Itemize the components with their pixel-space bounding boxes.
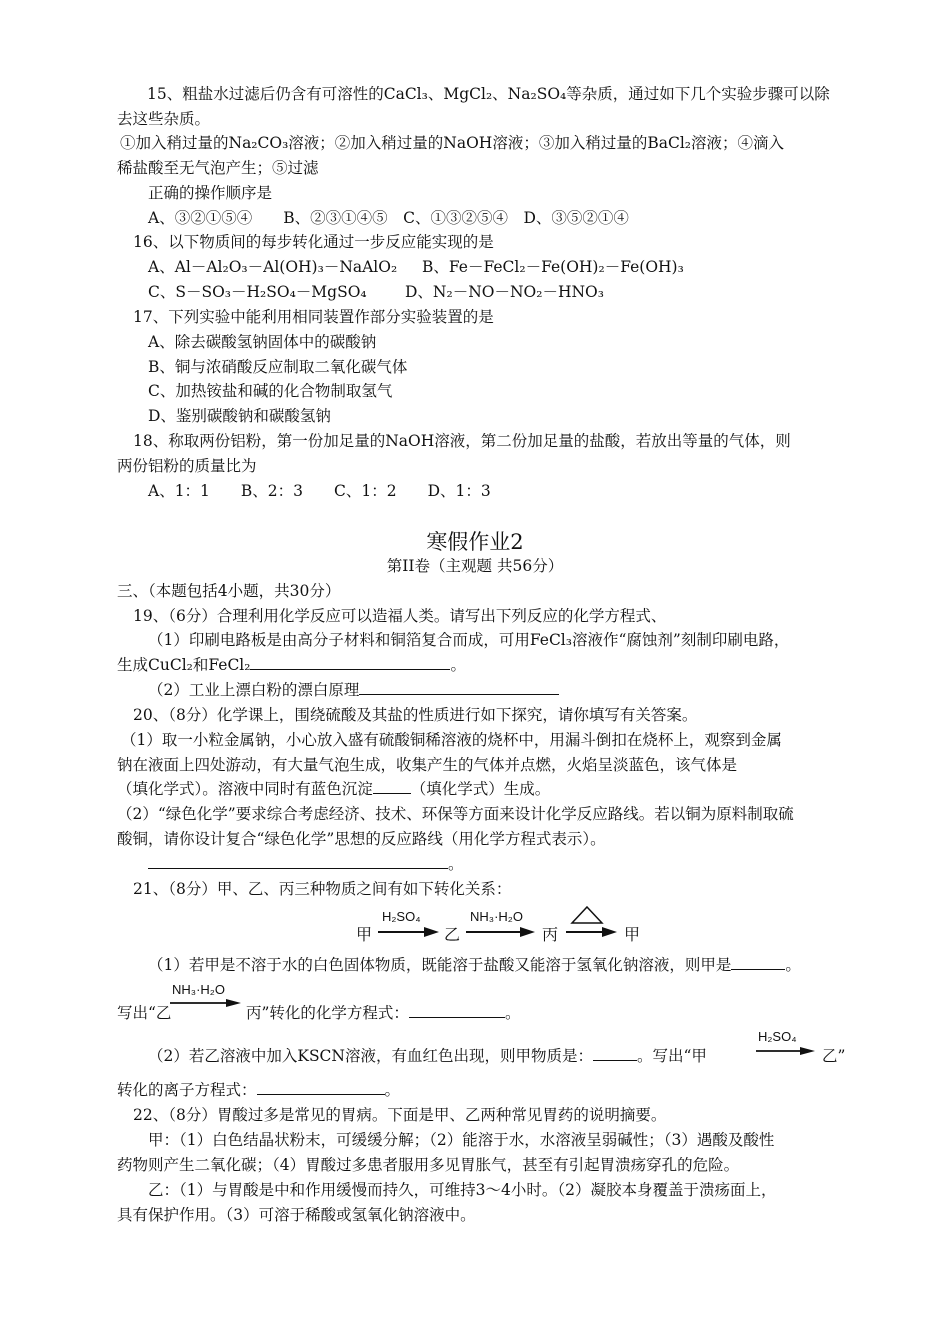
q21-stem: 21、（8分）甲、乙、丙三种物质之间有如下转化关系： <box>133 880 512 898</box>
q16-option-a: A、Al－Al₂O₃－Al(OH)₃－NaAlO₂ <box>148 258 398 276</box>
q21-answer-blank-4[interactable] <box>257 1080 385 1095</box>
scheme-arrow-3-icon <box>566 926 618 938</box>
q16-option-c: C、S－SO₃－H₂SO₄－MgSO₄ <box>148 283 367 301</box>
q18-line2: 两份铝粉的质量比为 <box>117 457 257 475</box>
q17-option-c: C、加热铵盐和碱的化合物制取氢气 <box>148 382 393 400</box>
scheme-arrow-1-icon <box>378 926 440 938</box>
q21-answer-blank-1[interactable] <box>731 955 785 970</box>
q22-jia-line1: 甲：（1）白色结晶状粉末，可缓缓分解；（2）能溶于水，水溶液呈弱碱性；（3）遇酸及酸性 <box>148 1131 775 1149</box>
q19-stem: 19、（6分）合理利用化学反应可以造福人类。请写出下列反应的化学方程式、 <box>133 607 667 625</box>
q15-options: A、③②①⑤④ B、②③①④⑤ C、①③②⑤④ D、③⑤②①④ <box>148 209 629 227</box>
q20-part2-line3 <box>148 854 464 874</box>
q21-part2-line1 <box>148 1046 707 1066</box>
q20-part1-line3 <box>117 779 550 799</box>
q17-stem: 17、下列实验中能利用相同装置作部分实验装置的是 <box>133 308 494 326</box>
q19-part1-text: 生成CuCl₂和FeCl₂ <box>117 656 251 674</box>
q21-part1-line2b <box>246 1003 520 1023</box>
q20-part1-line3-end: （填化学式）生成。 <box>410 780 551 798</box>
q15-line1: 15、粗盐水过滤后仍含有可溶性的CaCl₃、MgCl₂、Na₂SO₄等杂质，通过如下几个实验步骤可以除 <box>147 85 830 103</box>
q20-part2-end: 。 <box>448 855 464 873</box>
scheme-species-bing: 丙 <box>542 925 559 944</box>
q15-line4: 稀盐酸至无气泡产生；⑤过滤 <box>117 159 319 177</box>
q21-answer-blank-3[interactable] <box>593 1046 637 1061</box>
q19-part1-end: 。 <box>450 656 466 674</box>
q17-option-d: D、鉴别碳酸钠和碳酸氢钠 <box>148 407 331 425</box>
q16-stem: 16、以下物质间的每步转化通过一步反应能实现的是 <box>133 233 494 251</box>
q20-part1-line1: （1）取一小粒金属钠，小心放入盛有硫酸铜稀溶液的烧杯中，用漏斗倒扣在烧杯上，观察到金属 <box>121 731 782 749</box>
q21-part1-line2b-text: 丙”转化的化学方程式： <box>246 1004 409 1022</box>
q17-option-b: B、铜与浓硝酸反应制取二氧化碳气体 <box>148 358 408 376</box>
q20-stem: 20、（8分）化学课上，围绕硫酸及其盐的性质进行如下探究，请你填写有关答案。 <box>133 706 698 724</box>
q18-line1: 18、称取两份铝粉，第一份加足量的NaOH溶液，第二份加足量的盐酸，若放出等量的气体，则 <box>133 432 791 450</box>
q22-stem: 22、（8分）胃酸过多是常见的胃病。下面是甲、乙两种常见胃药的说明摘要。 <box>133 1106 667 1124</box>
q21-inline-arrow-1-icon <box>170 998 242 1008</box>
q21-inline-reagent-1: NH₃·H₂O <box>172 982 225 997</box>
q19-part2-text: （2）工业上漂白粉的漂白原理 <box>148 681 360 699</box>
q21-inline-reagent-2: H₂SO₄ <box>758 1029 797 1044</box>
q21-part1-line1 <box>148 955 801 975</box>
q21-part1-text: （1）若甲是不溶于水的白色固体物质，既能溶于盐酸又能溶于氢氧化钠溶液，则甲是 <box>148 956 732 974</box>
q20-part1-line2: 钠在液面上四处游动，有大量气泡生成，收集产生的气体并点燃，火焰呈淡蓝色，该气体是 <box>117 756 738 774</box>
q21-part1-end: 。 <box>785 956 801 974</box>
q21-part2-line1-end: 乙” <box>822 1047 846 1065</box>
scheme-reagent-2: NH₃·H₂O <box>470 909 523 924</box>
q21-part2-end: 。 <box>384 1081 401 1099</box>
q21-part1-line2-end: 。 <box>504 1004 521 1022</box>
q21-part2-line2 <box>117 1080 400 1100</box>
q19-part2 <box>148 680 559 700</box>
scheme-species-jia-start: 甲 <box>356 925 373 944</box>
q21-inline-arrow-2-icon <box>756 1046 816 1056</box>
q16-option-b: B、Fe－FeCl₂－Fe(OH)₂－Fe(OH)₃ <box>422 258 684 276</box>
scheme-heat-triangle-icon <box>570 905 604 925</box>
q21-part2-text-b: 。写出“甲 <box>636 1047 707 1065</box>
q19-answer-blank-1[interactable] <box>250 655 450 670</box>
q20-part2-line2: 酸铜，请你设计复合“绿色化学”思想的反应路线（用化学方程式表示）。 <box>117 830 606 848</box>
section-subtitle: 第II卷（主观题 共56分） <box>386 557 564 575</box>
q15-line5: 正确的操作顺序是 <box>148 184 273 202</box>
q16-option-d: D、N₂－NO－NO₂－HNO₃ <box>405 283 604 301</box>
q19-part1-line1: （1）印刷电路板是由高分子材料和铜箔复合而成，可用FeCl₃溶液作“腐蚀剂”刻制印刷电路， <box>148 631 790 649</box>
q21-part2-line2-text: 转化的离子方程式： <box>117 1081 257 1099</box>
q20-part1-line3-text: （填化学式）。溶液中同时有蓝色沉淀 <box>117 780 373 798</box>
q22-yi-line1: 乙：（1）与胃酸是中和作用缓慢而持久，可维持3～4小时。（2）凝胶本身覆盖于溃疡面上， <box>148 1181 777 1199</box>
q15-line3: ①加入稍过量的Na₂CO₃溶液；②加入稍过量的NaOH溶液；③加入稍过量的BaCl₂溶液；④滴入 <box>120 134 784 152</box>
q20-answer-blank-1[interactable] <box>373 779 411 794</box>
q20-answer-blank-2[interactable] <box>148 854 448 869</box>
q22-yi-line2: 具有保护作用。（3）可溶于稀酸或氢氧化钠溶液中。 <box>117 1206 476 1224</box>
q22-jia-line2: 药物则产生二氧化碳；（4）胃酸过多患者服用多见胃胀气，甚至有引起胃溃疡穿孔的危险。 <box>117 1156 740 1174</box>
scheme-reagent-1: H₂SO₄ <box>382 909 421 924</box>
section-heading: 三、（本题包括4小题，共30分） <box>117 582 341 600</box>
q20-part2-line1: （2）“绿色化学”要求综合考虑经济、技术、环保等方面来设计化学反应路线。若以铜为原料制取硫 <box>117 805 794 823</box>
scheme-species-yi: 乙 <box>444 925 461 944</box>
page-title: 寒假作业2 <box>426 530 524 554</box>
q17-option-a: A、除去碳酸氢钠固体中的碳酸钠 <box>148 333 377 351</box>
q21-part1-line2a: 写出“乙 <box>117 1004 172 1022</box>
q19-part1-line2 <box>117 655 466 675</box>
q19-answer-blank-2[interactable] <box>359 680 559 695</box>
scheme-species-jia-end: 甲 <box>624 925 641 944</box>
q18-options: A、1：1 B、2：3 C、1：2 D、1：3 <box>148 482 491 500</box>
q21-part2-text: （2）若乙溶液中加入KSCN溶液，有血红色出现，则甲物质是： <box>148 1047 593 1065</box>
q15-line2: 去这些杂质。 <box>117 110 211 128</box>
scheme-arrow-2-icon <box>466 926 536 938</box>
q21-answer-blank-2[interactable] <box>409 1003 505 1018</box>
